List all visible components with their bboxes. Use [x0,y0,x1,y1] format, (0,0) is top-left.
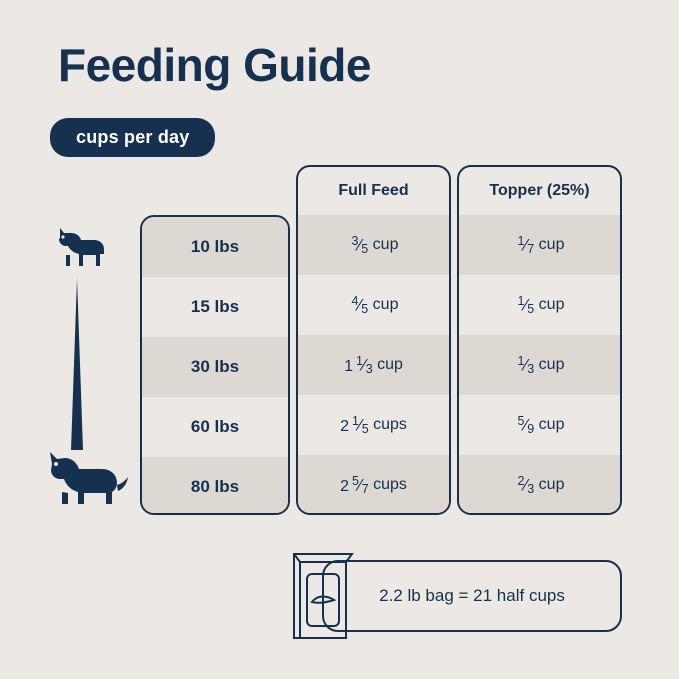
table-row: 10 lbs [142,217,288,277]
size-scale-wedge-icon [66,278,88,450]
large-dog-icon [38,448,130,510]
weight-column [140,215,290,515]
table-cell: $^1⁄_5$ cup [517,294,565,316]
cups-per-day-badge: cups per day [50,118,215,157]
table-row: 15 lbs [190,297,240,316]
table-row: 80 lbs [142,457,288,515]
topper-column [457,165,622,515]
small-dog-icon [50,222,114,272]
table-cell: $^2⁄_3$ cup [459,455,620,515]
column-header-topper: Topper (25%) [489,182,590,199]
table-cell: $^3⁄_5$ cup [298,215,449,275]
bag-note-text: 2.2 lb bag = 21 half cups [379,586,565,605]
table-cell: $^4⁄_5$ cup [351,294,399,316]
food-bag-icon [278,538,368,643]
column-header-full-feed: Full Feed [338,182,409,199]
table-row: 30 lbs [142,337,288,397]
page-title: Feeding Guide [58,39,371,91]
table-cell: $^1⁄_7$ cup [459,215,620,275]
table-cell: 1 $^1⁄_3$ cup [298,335,449,395]
table-cell: 2 $^1⁄_5$ cups [340,414,407,436]
table-cell: 2 $^5⁄_7$ cups [298,455,449,515]
full-feed-column [296,165,451,515]
table-cell: $^5⁄_9$ cup [517,414,565,436]
table-cell: $^1⁄_3$ cup [459,335,620,395]
table-row: 60 lbs [190,417,240,436]
